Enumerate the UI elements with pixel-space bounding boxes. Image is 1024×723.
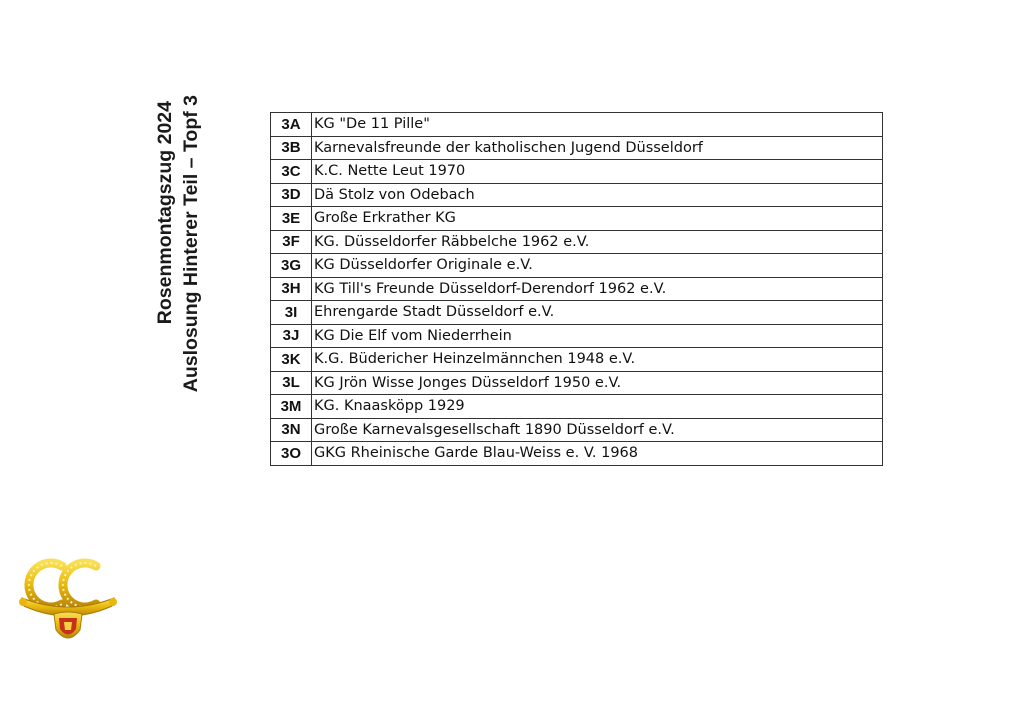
entry-name: KG. Düsseldorfer Räbbelche 1962 e.V. xyxy=(312,230,883,254)
entry-code: 3D xyxy=(271,183,312,207)
entry-name: K.G. Büdericher Heinzelmännchen 1948 e.V. xyxy=(312,348,883,372)
table-row xyxy=(271,418,883,442)
entry-code: 3M xyxy=(271,395,312,419)
entry-code: 3K xyxy=(271,348,312,372)
entry-code: 3H xyxy=(271,277,312,301)
entry-name: Dä Stolz von Odebach xyxy=(312,183,883,207)
entry-code: 3I xyxy=(271,301,312,325)
entry-name: Große Karnevalsgesellschaft 1890 Düsseldorf e.V. xyxy=(312,418,883,442)
table-row xyxy=(271,442,883,466)
table-row xyxy=(271,371,883,395)
table-row xyxy=(271,136,883,160)
entry-name: KG Düsseldorfer Originale e.V. xyxy=(312,254,883,278)
entry-code: 3E xyxy=(271,207,312,231)
entry-name: Karnevalsfreunde der katholischen Jugend Düsseldorf xyxy=(312,136,883,160)
table-row xyxy=(271,277,883,301)
entry-code: 3N xyxy=(271,418,312,442)
entry-name: KG Jrön Wisse Jonges Düsseldorf 1950 e.V. xyxy=(312,371,883,395)
heading-line-1: Rosenmontagszug 2024 xyxy=(154,101,176,325)
entry-code: 3L xyxy=(271,371,312,395)
table-row xyxy=(271,207,883,231)
entry-code: 3O xyxy=(271,442,312,466)
table-row xyxy=(271,324,883,348)
table-row xyxy=(271,395,883,419)
cc-emblem-icon xyxy=(18,556,118,648)
entry-name: GKG Rheinische Garde Blau-Weiss e. V. 1968 xyxy=(312,442,883,466)
table-row xyxy=(271,113,883,137)
table-row xyxy=(271,301,883,325)
entry-name: Große Erkrather KG xyxy=(312,207,883,231)
table-row xyxy=(271,348,883,372)
entry-code: 3B xyxy=(271,136,312,160)
table-row xyxy=(271,160,883,184)
draw-table xyxy=(270,112,883,466)
table-row xyxy=(271,183,883,207)
entry-code: 3G xyxy=(271,254,312,278)
entry-code: 3C xyxy=(271,160,312,184)
entry-code: 3F xyxy=(271,230,312,254)
table-row xyxy=(271,230,883,254)
entry-name: KG Till's Freunde Düsseldorf-Derendorf 1962 e.V. xyxy=(312,277,883,301)
entry-name: KG Die Elf vom Niederrhein xyxy=(312,324,883,348)
entry-name: Ehrengarde Stadt Düsseldorf e.V. xyxy=(312,301,883,325)
entry-name: KG "De 11 Pille" xyxy=(312,113,883,137)
entry-code: 3J xyxy=(271,324,312,348)
rotated-heading xyxy=(152,95,212,440)
entry-name: KG. Knaasköpp 1929 xyxy=(312,395,883,419)
heading-line-2: Auslosung Hinterer Teil – Topf 3 xyxy=(180,95,202,393)
entry-name: K.C. Nette Leut 1970 xyxy=(312,160,883,184)
table-row xyxy=(271,254,883,278)
entry-code: 3A xyxy=(271,113,312,137)
